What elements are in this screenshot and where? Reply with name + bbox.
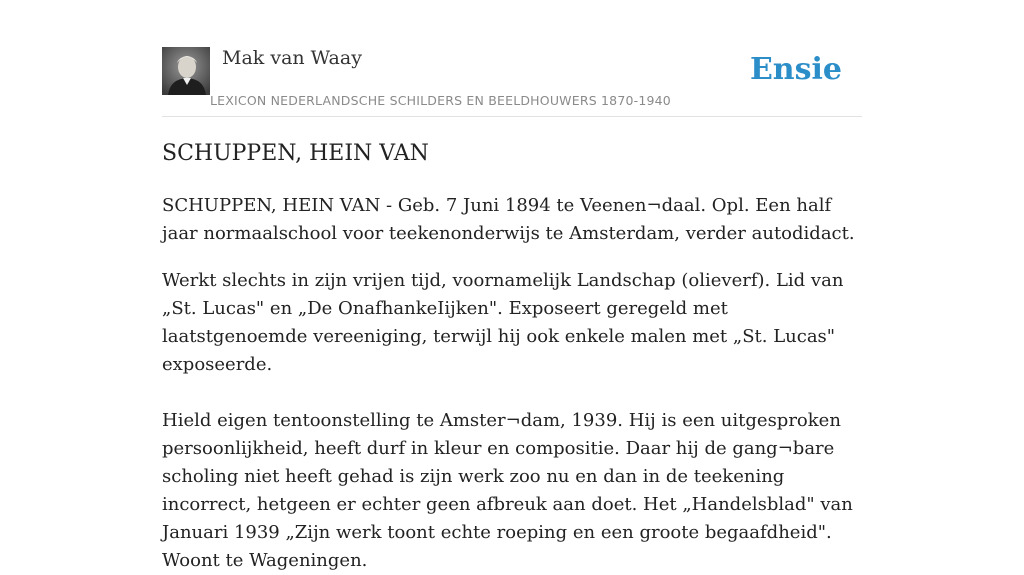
ensie-logo[interactable]: Ensie: [749, 52, 842, 87]
collection-name[interactable]: LEXICON NEDERLANDSCHE SCHILDERS EN BEELDHOUWERS 1870-1940: [210, 93, 671, 108]
article-paragraph: SCHUPPEN, HEIN VAN - Geb. 7 Juni 1894 te Veenen¬daal. Opl. Een half jaar normaalschool voor teekenonderwijs te Amsterdam, verder autodidact.: [162, 195, 855, 244]
article-body: [162, 192, 872, 575]
page-header: [162, 46, 862, 117]
article-title: SCHUPPEN, HEIN VAN: [162, 141, 429, 166]
author-portrait-icon: [162, 47, 210, 95]
article-paragraph: Werkt slechts in zijn vrijen tijd, voornamelijk Landschap (olieverf). Lid van „St. Lucas" en „De OnafhankeIijken". Exposeert geregeld met laatstgenoemde vereeniging, terwijl hij ook enkele malen met „St. Lucas" exposeerde.: [162, 270, 844, 375]
author-avatar[interactable]: [162, 47, 210, 95]
article-paragraph: Hield eigen tentoonstelling te Amster¬dam, 1939. Hij is een uitgesproken persoonlijkheid, heeft durf in kleur en compositie. Daar hij de gang¬bare scholing niet heeft gehad is zijn werk zoo nu en dan in de teekening incorrect, hetgeen er echter geen afbreuk aan doet. Het „Handelsblad" van Januari 1939 „Zijn werk toont echte roeping en een groote begaafdheid". Woont te Wageningen.: [162, 410, 853, 571]
author-name[interactable]: Mak van Waay: [222, 47, 362, 69]
